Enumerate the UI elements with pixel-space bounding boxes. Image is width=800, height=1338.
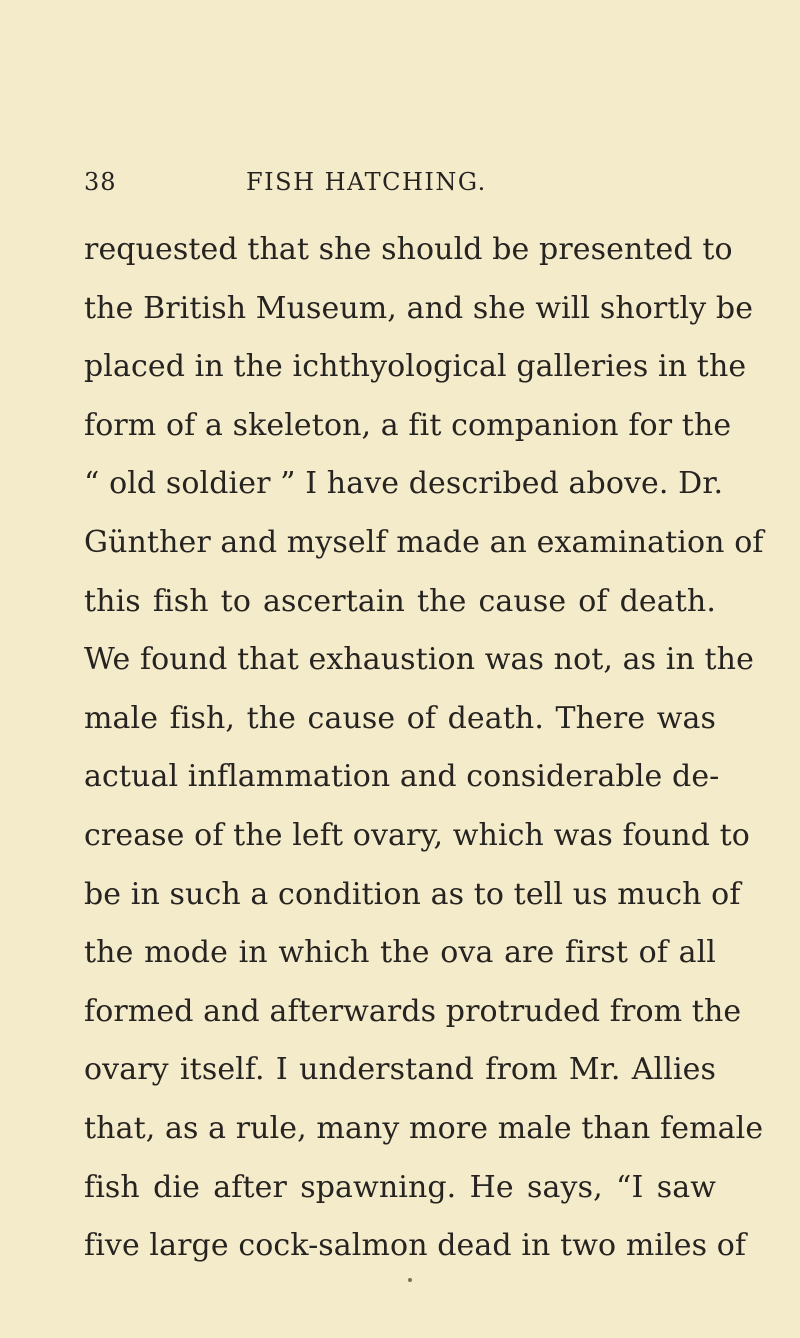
paper-speck	[408, 1278, 412, 1282]
text-line: “ old soldier ” I have described above. Dr.	[84, 466, 724, 502]
text-line: that, as a rule, many more male than female	[84, 1110, 764, 1146]
text-line: be in such a condition as to tell us much of	[84, 876, 741, 912]
text-line: We found that exhaustion was not, as in the	[84, 642, 754, 678]
page-number: 38	[84, 168, 117, 196]
text-line: the mode in which the ova are first of all	[84, 935, 716, 971]
text-line: placed in the ichthyological galleries in the	[84, 349, 747, 385]
page-header	[0, 168, 800, 198]
text-line: male fish, the cause of death. There was	[84, 700, 716, 736]
text-line: five large cock-salmon dead in two miles of	[84, 1228, 747, 1264]
running-head: FISH HATCHING.	[246, 168, 487, 196]
text-line: crease of the left ovary, which was found to	[84, 817, 750, 853]
text-line: form of a skeleton, a fit companion for the	[84, 407, 732, 443]
text-line: the British Museum, and she will shortly be	[84, 290, 754, 326]
text-line: this fish to ascertain the cause of death.	[84, 583, 716, 619]
text-line: fish die after spawning. He says, “I saw	[84, 1169, 716, 1205]
body-text	[84, 221, 764, 1276]
text-line: actual inflammation and considerable de-	[84, 759, 720, 795]
text-line: requested that she should be presented to	[84, 232, 733, 267]
text-line: ovary itself. I understand from Mr. Allies	[84, 1052, 716, 1088]
text-line: Günther and myself made an examination of	[84, 524, 764, 560]
text-line: formed and afterwards protruded from the	[84, 993, 742, 1029]
